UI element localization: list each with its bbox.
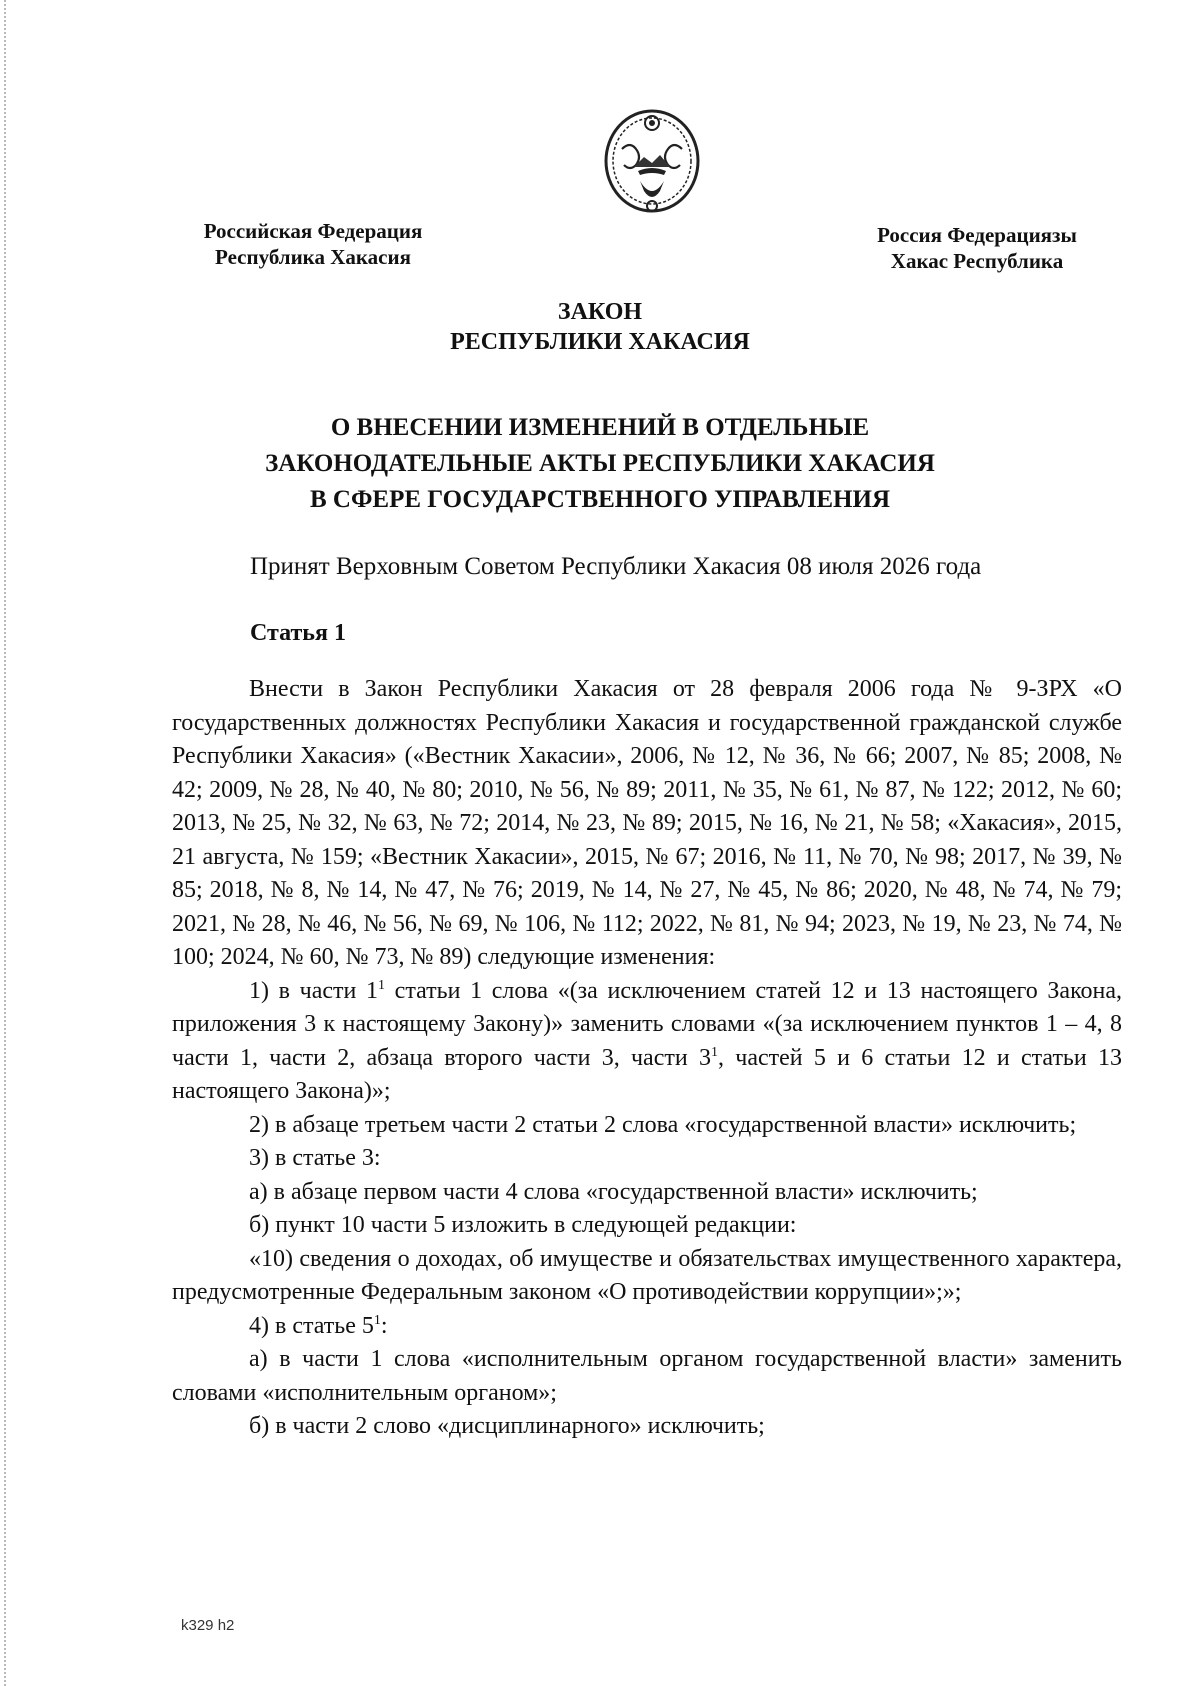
article-intro: Внести в Закон Республики Хакасия от 28 февраля 2006 года № 9-ЗРХ «О государственных должностях Республики Хакасия и государственной гражданской службе Республики Хакасия» («Вестник Хакасии», 2006, № 12, № 36, № 66; 2007, № 85; 2008, № 42; 2009, № 28, № 40, № 80; 2010, № 56, № 89; 2011, № 35, № 61, № 87, № 122; 2012, № 60; 2013, № 25, № 32, № 63, № 72; 2014, № 23, № 89; 2015, № 16, № 21, № 58; «Хакасия», 2015, 21 августа, № 159; «Вестник Хакасии», 2015, № 67; 2016, № 11, № 70, № 98; 2017, № 39, № 85; 2018, № 8, № 14, № 47, № 76; 2019, № 14, № 27, № 45, № 86; 2020, № 48, № 74, № 79; 2021, № 28, № 46, № 56, № 69, № 106, № 112; 2022, № 81, № 94; 2023, № 19, № 23, № 74, № 100; 2024, № 60, № 73, № 89) следующие изменения: — [172, 676, 1122, 970]
item-1-superscript-1: 1 — [378, 977, 386, 993]
item-1-text-a: 1) в части 1 — [249, 977, 379, 1004]
coat-of-arms-emblem — [600, 105, 704, 217]
item-3-sub-b: б) пункт 10 части 5 изложить в следующей редакции: — [249, 1212, 797, 1238]
item-1-text-c: , частей 5 и 6 статьи 12 и статьи 13 настоящего Закона)»; — [172, 1044, 1122, 1104]
header-left-line1: Российская Федерация — [203, 219, 423, 243]
item-3-sub-a: а) в абзаце первом части 4 слова «государственной власти» исключить; — [249, 1178, 978, 1205]
item-3-sub-b-text: «10) сведения о доходах, об имуществе и обязательствах имущественного характера, предусмотренные Федеральным законом «О противодействии коррупции»;»; — [172, 1245, 1122, 1305]
item-4 — [172, 1310, 1122, 1344]
law-title-line2: РЕСПУБЛИКИ ХАКАСИЯ — [450, 329, 750, 355]
item-4-text-b: : — [380, 1312, 388, 1339]
item-4-text-a: 4) в статье 5 — [249, 1312, 374, 1339]
scan-edge-line — [4, 0, 6, 1686]
header-right — [842, 222, 1112, 274]
item-2: 2) в абзаце третьем части 2 статьи 2 слова «государственной власти» исключить; — [249, 1111, 1077, 1138]
header-left — [178, 218, 448, 270]
item-4-sub-a: а) в части 1 слова «исполнительным органом государственной власти» заменить словами «исполнительным органом»; — [172, 1346, 1122, 1406]
law-subject-line3: В СФЕРЕ ГОСУДАРСТВЕННОГО УПРАВЛЕНИЯ — [309, 486, 891, 513]
item-3: 3) в статье 3: — [249, 1145, 381, 1171]
item-1-text-b: статьи 1 слова «(за исключением статей 12 и 13 настоящего Закона, приложения 3 к настоящему Закону)» заменить словами «(за исключением пунктов 1 – 4, 8 части 1, части 2, абзаца второго части 3, части 3 — [172, 977, 1123, 1071]
adoption-statement: Принят Верховным Советом Республики Хакасия 08 июля 2026 года — [250, 553, 982, 580]
header-right-line1: Россия Федерациязы — [877, 223, 1077, 247]
law-subject-line2: ЗАКОНОДАТЕЛЬНЫЕ АКТЫ РЕСПУБЛИКИ ХАКАСИЯ — [265, 450, 935, 477]
item-1 — [172, 975, 1122, 1109]
item-4-superscript: 1 — [373, 1312, 381, 1328]
article-heading: Статья 1 — [250, 620, 346, 646]
item-4-sub-b: б) в части 2 слово «дисциплинарного» исключить; — [249, 1413, 765, 1439]
header-left-line2: Республика Хакасия — [215, 245, 411, 269]
header-right-line2: Хакас Республика — [890, 249, 1064, 273]
item-1-superscript-2: 1 — [710, 1044, 718, 1060]
law-subject-line1: О ВНЕСЕНИИ ИЗМЕНЕНИЙ В ОТДЕЛЬНЫЕ — [330, 414, 870, 441]
article-body — [172, 673, 1122, 1444]
law-title-line1: ЗАКОН — [557, 299, 643, 325]
law-subject — [0, 410, 1200, 518]
law-title — [0, 297, 1200, 357]
footer-document-code: k329 h2 — [181, 1617, 235, 1634]
